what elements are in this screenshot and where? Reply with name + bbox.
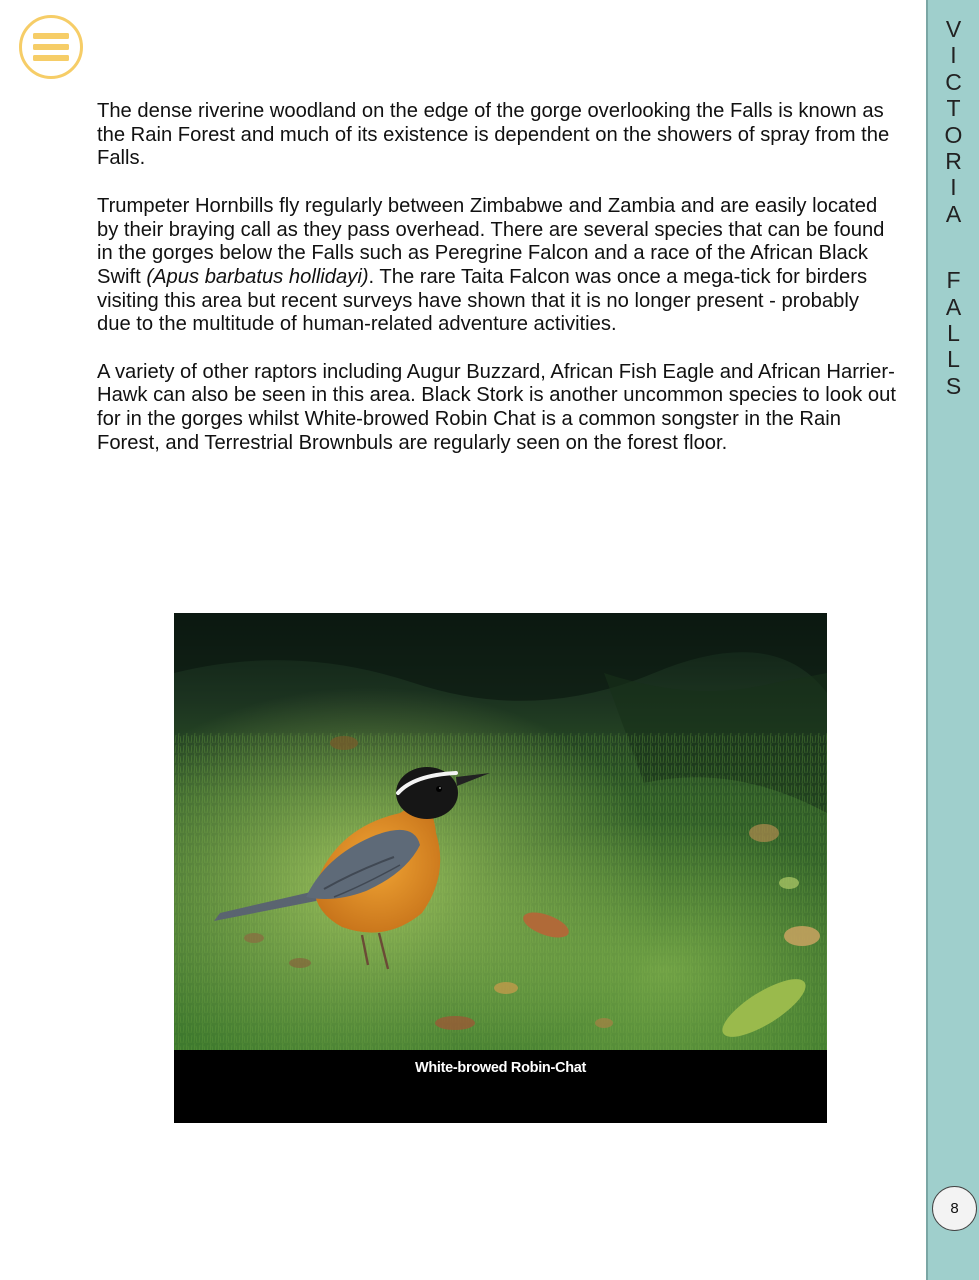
hamburger-menu-icon xyxy=(31,30,71,64)
title-letter: A xyxy=(945,293,962,320)
vertical-title xyxy=(928,16,979,399)
paragraph-hornbills xyxy=(97,195,897,337)
title-letter: A xyxy=(945,200,962,227)
title-letter: V xyxy=(945,16,962,42)
title-letter: F xyxy=(946,267,961,294)
article-body xyxy=(97,100,897,479)
page-number-badge: 8 xyxy=(932,1186,977,1231)
title-letter: L xyxy=(947,346,960,373)
title-letter: O xyxy=(944,121,963,148)
paragraph-rain-forest: The dense riverine woodland on the edge of the gorge overlooking the Falls is known as the Rain Forest and much of its existence is dependent on the showers of spray from the Falls. xyxy=(97,100,890,170)
photo-figure xyxy=(174,613,827,1123)
title-letter: R xyxy=(945,148,962,175)
title-letter: L xyxy=(947,320,960,347)
photo-caption: White-browed Robin-Chat xyxy=(414,1060,587,1076)
title-letter: S xyxy=(945,372,962,399)
paragraph-hornbills-text-end: . The rare Taita Falcon was once a mega-tick for birders visiting this area but recent surveys have shown that it is no longer present - probably due to the multitude of human-related adventure activities. xyxy=(97,265,868,336)
title-letter: T xyxy=(946,95,961,122)
menu-button[interactable] xyxy=(19,15,83,79)
robin-chat-photo xyxy=(174,613,827,1050)
title-letter: I xyxy=(950,174,957,201)
title-letter: C xyxy=(945,68,962,95)
scientific-name: (Apus barbatus hollidayi) xyxy=(146,265,369,288)
paragraph-hornbills-text: Trumpeter Hornbills fly regularly between Zimbabwe and Zambia and are easily located by their braying call as they pass overhead. There are several species that can be found in the gorges below the Falls such as Peregrine Falcon and a race of the African Black Swift xyxy=(97,194,885,288)
sidebar xyxy=(926,0,979,1280)
title-letter: I xyxy=(950,42,957,69)
paragraph-raptors: A variety of other raptors including Augur Buzzard, African Fish Eagle and African Harrier-Hawk can also be seen in this area. Black Stork is another uncommon species to look out for in the gorges whilst White-browed Robin Chat is a common songster in the Rain Forest, and Terrestrial Brownbuls are regularly seen on the forest floor. xyxy=(97,360,896,454)
